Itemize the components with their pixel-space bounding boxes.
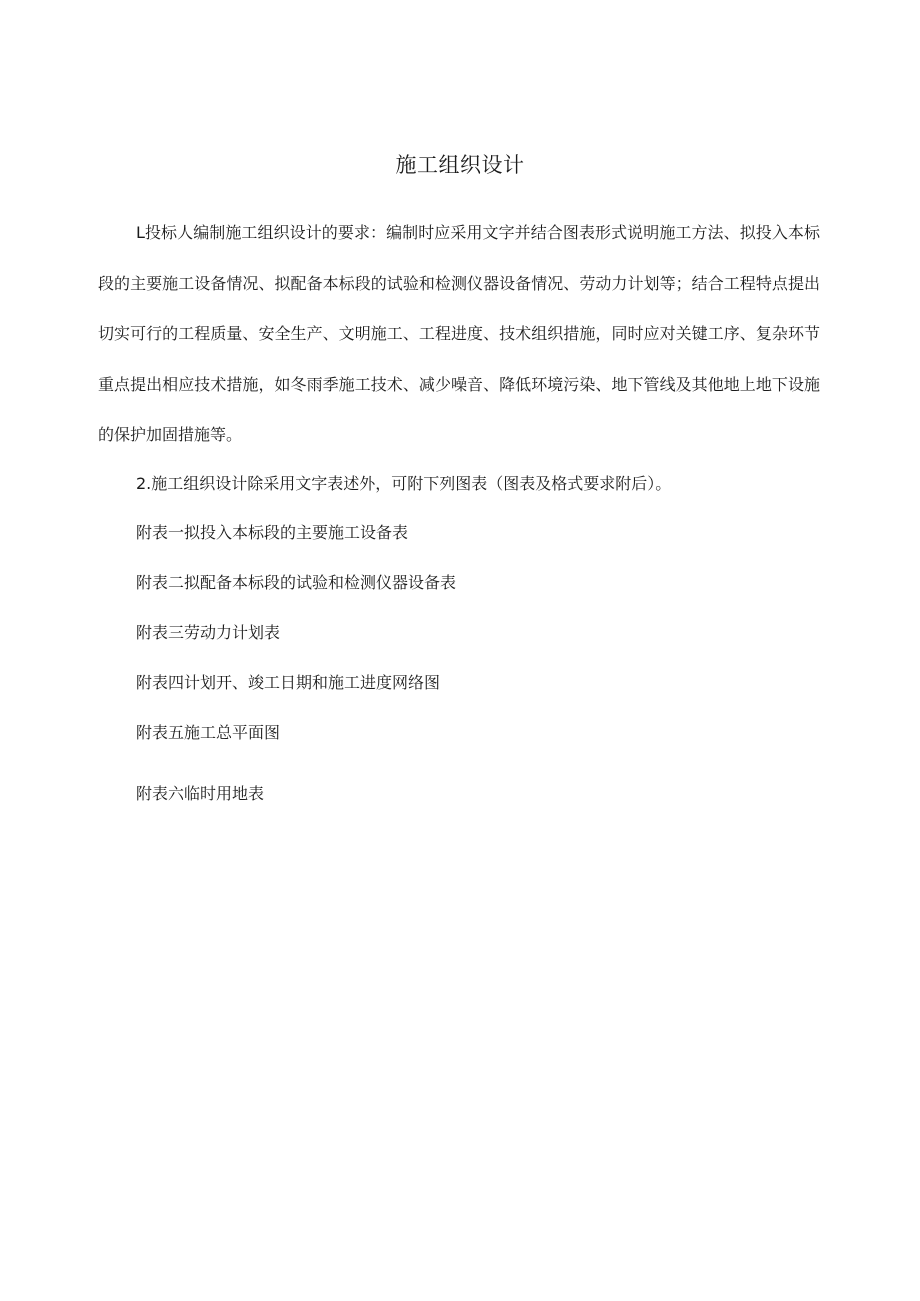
appendix-item-3: 附表三劳动力计划表 (136, 623, 281, 642)
appendix-item-2: 附表二拟配备本标段的试验和检测仪器设备表 (136, 573, 457, 592)
appendix-item-6: 附表六临时用地表 (136, 784, 265, 803)
attachments-paragraph: 2.施工组织设计除采用文字表述外，可附下列图表（图表及格式要求附后）。 (136, 474, 672, 493)
requirements-paragraph: L投标人编制施工组织设计的要求：编制时应采用文字并结合图表形式说明施工方法、拟投入本标段的主要施工设备情况、拟配备本标段的试验和检测仪器设备情况、劳动力计划等；结合工程特点提出切实可行的工程质量、安全生产、文明施工、工程进度、技术组织措施，同时应对关键工序、复杂环节重点提出相应技术措施，如冬雨季施工技术、减少噪音、降低环境污染、地下管线及其他地上地下设施的保护加固措施等。 (98, 223, 820, 444)
appendix-item-5: 附表五施工总平面图 (136, 723, 281, 742)
appendix-item-4: 附表四计划开、竣工日期和施工进度网络图 (136, 673, 441, 692)
appendix-item-1: 附表一拟投入本标段的主要施工设备表 (136, 523, 409, 542)
document-title: 施工组织设计 (395, 153, 525, 177)
